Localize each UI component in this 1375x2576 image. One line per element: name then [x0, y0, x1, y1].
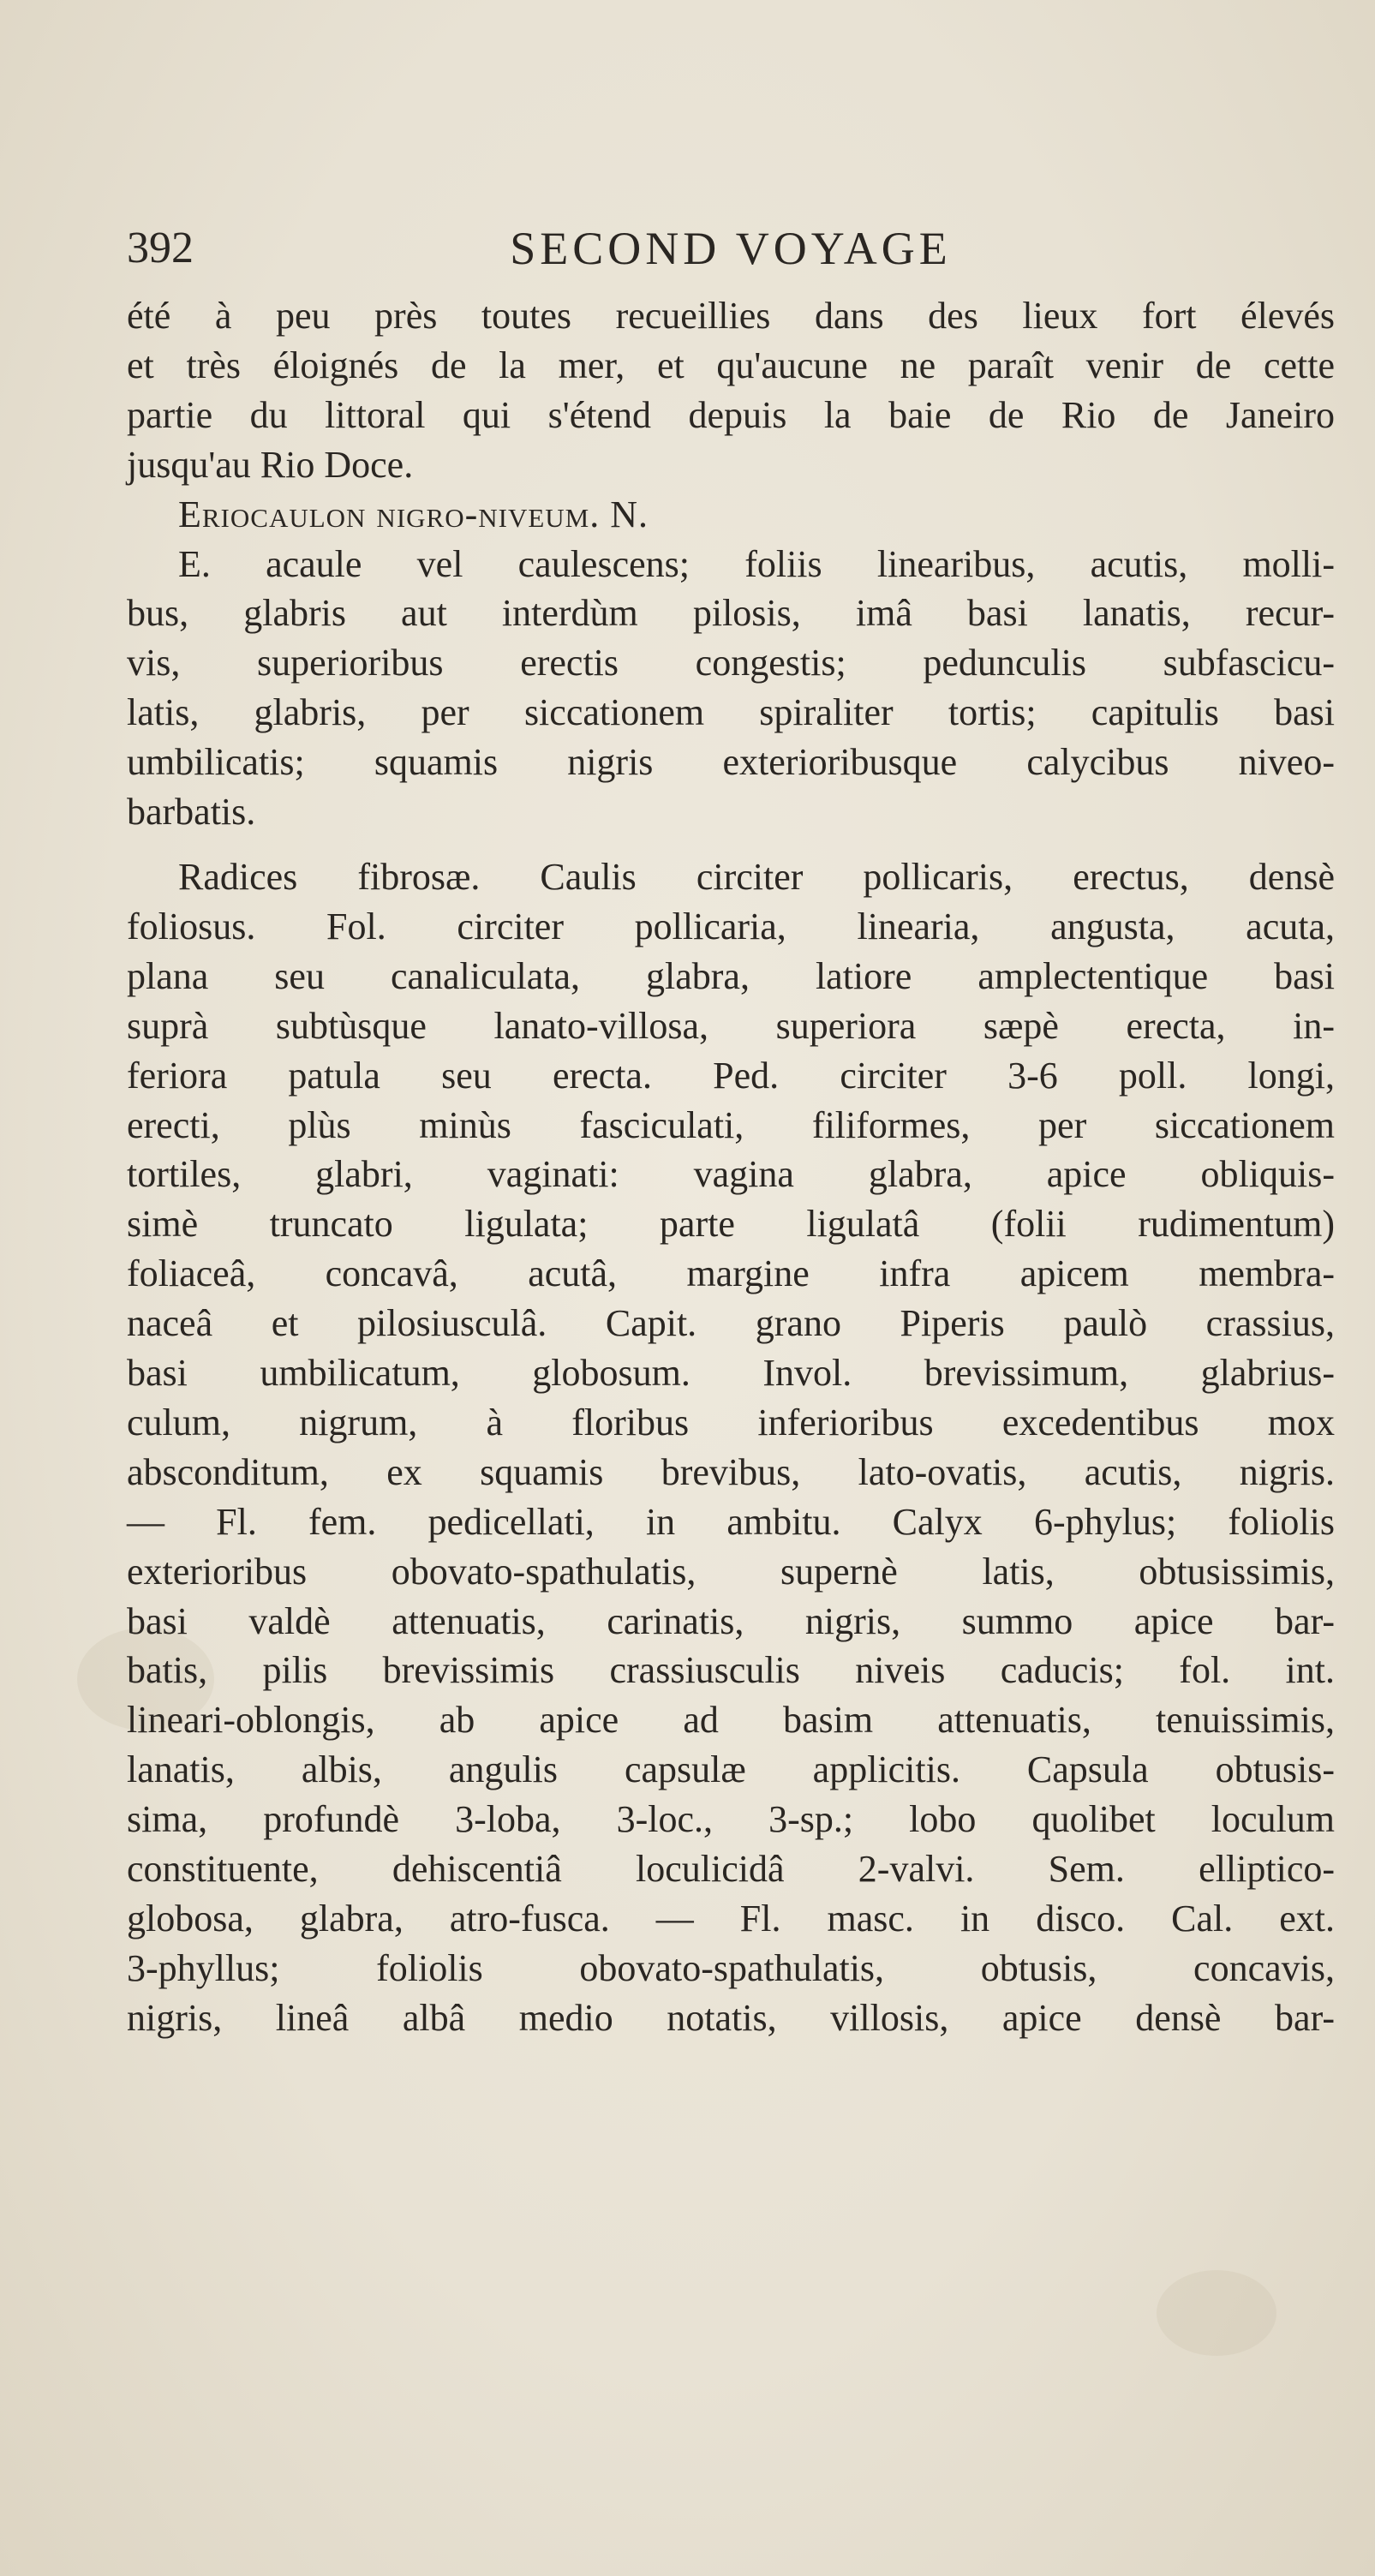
intro-paragraph [127, 291, 1335, 490]
text-line: simè truncato ligulata; parte ligulatâ (folii rudimentum) [127, 1203, 1335, 1246]
text-line: plana seu canaliculata, glabra, latiore amplectentique basi [127, 954, 1335, 997]
text-line: et très éloignés de la mer, et qu'aucune ne paraît venir de cette [127, 344, 1335, 386]
text-line: nigris, lineâ albâ medio notatis, villosis, apice densè bar- [127, 1996, 1335, 2039]
text-line: batis, pilis brevissimis crassiusculis niveis caducis; fol. int. [127, 1649, 1335, 1692]
text-line: tortiles, glabri, vaginati: vagina glabra, apice obliquis- [127, 1153, 1335, 1196]
text-line: été à peu près toutes recueillies dans des lieux fort élevés [127, 295, 1335, 337]
text-line: — Fl. fem. pedicellati, in ambitu. Calyx 6-phylus; foliolis [127, 1500, 1335, 1543]
text-line: basi umbilicatum, globosum. Invol. brevissimum, glabrius- [127, 1352, 1335, 1395]
text-line: foliosus. Fol. circiter pollicaria, linearia, angusta, acuta, [127, 905, 1335, 947]
running-head [127, 214, 1335, 291]
text-line: globosa, glabra, atro-fusca. — Fl. masc. in disco. Cal. ext. [127, 1898, 1335, 1939]
text-line: absconditum, ex squamis brevibus, lato-ovatis, acutis, nigris. [127, 1450, 1335, 1493]
text-line: erecti, plùs minùs fasciculati, filiformes, per siccationem [127, 1103, 1335, 1146]
text-line: lanatis, albis, angulis capsulæ applicitis. Capsula obtusis- [127, 1748, 1335, 1791]
diagnosis-paragraph [127, 540, 1335, 837]
page-number: 392 [127, 224, 194, 272]
text-line: E. acaule vel caulescens; foliis linearibus, acutis, molli- [178, 542, 1335, 585]
text-line: sima, profundè 3-loba, 3-loc., 3-sp.; lobo quolibet loculum [127, 1798, 1335, 1841]
description-paragraph [127, 852, 1335, 2043]
text-line: basi valdè attenuatis, carinatis, nigris, summo apice bar- [127, 1599, 1335, 1642]
text-line: exterioribus obovato-spathulatis, supernè latis, obtusissimis, [127, 1550, 1335, 1593]
text-line: constituente, dehiscentiâ loculicidâ 2-valvi. Sem. elliptico- [127, 1848, 1335, 1891]
text-line: barbatis. [127, 791, 256, 834]
paper-stain [1157, 2270, 1276, 2356]
text-line: foliaceâ, concavâ, acutâ, margine infra apicem membra- [127, 1252, 1335, 1295]
text-line: lineari-oblongis, ab apice ad basim attenuatis, tenuissimis, [127, 1699, 1335, 1742]
text-line: latis, glabris, per siccationem spiraliter tortis; capitulis basi [127, 691, 1335, 734]
text-line: vis, superioribus erectis congestis; pedunculis subfascicu- [127, 642, 1335, 684]
text-line: culum, nigrum, à floribus inferioribus excedentibus mox [127, 1401, 1335, 1443]
text-line: bus, glabris aut interdùm pilosis, imâ basi lanatis, recur- [127, 592, 1335, 635]
species-heading: Eriocaulon nigro-niveum. N. [178, 493, 649, 535]
text-line: suprà subtùsque lanato-villosa, superiora sæpè erecta, in- [127, 1004, 1335, 1047]
text-line: umbilicatis; squamis nigris exterioribusque calycibus niveo- [127, 741, 1335, 784]
text-line: feriora patula seu erecta. Ped. circiter 3-6 poll. longi, [127, 1054, 1335, 1097]
page-text [127, 214, 1335, 2043]
text-line: jusqu'au Rio Doce. [127, 443, 414, 486]
text-line: naceâ et pilosiusculâ. Capit. grano Piperis paulò crassius, [127, 1302, 1335, 1345]
running-title: SECOND VOYAGE [510, 223, 952, 274]
text-line: 3-phyllus; foliolis obovato-spathulatis, obtusis, concavis, [127, 1946, 1335, 1989]
text-line: Radices fibrosæ. Caulis circiter pollicaris, erectus, densè [178, 855, 1335, 898]
text-line: partie du littoral qui s'étend depuis la baie de Rio de Janeiro [127, 393, 1335, 436]
